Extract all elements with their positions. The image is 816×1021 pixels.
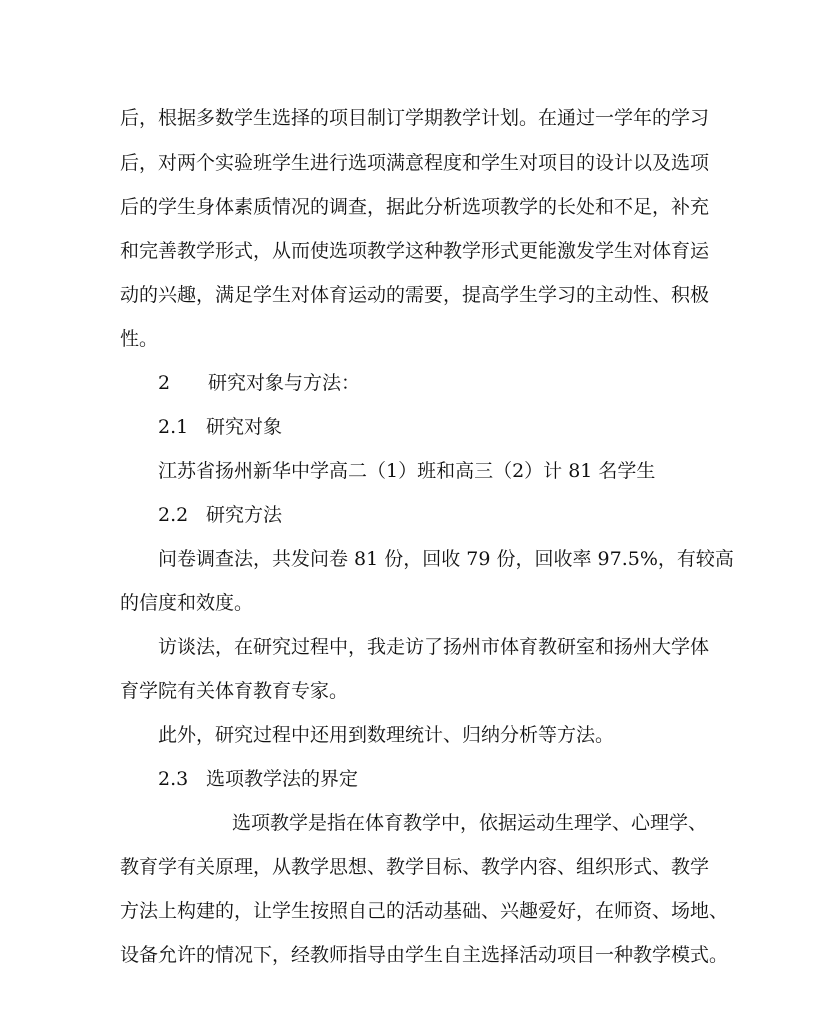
section-2-title: 研究对象与方法： (208, 372, 361, 394)
intro-line-6: 性。 (120, 328, 159, 350)
intro-line-3: 后的学生身体素质情况的调查，据此分析选项教学的长处和不足，补充 (120, 196, 710, 218)
section-2-1-number: 2.1 (158, 416, 189, 438)
definition-line-1: 选项教学是指在体育教学中，依据运动生理学、心理学、 (232, 812, 708, 834)
section-2-3-number: 2.3 (158, 768, 189, 790)
section-2-number: 2 (158, 372, 171, 394)
section-2-heading (158, 370, 700, 396)
methods-para3: 此外，研究过程中还用到数理统计、归纳分析等方法。 (158, 724, 615, 746)
methods-para2-line-1: 访谈法，在研究过程中，我走访了扬州市体育教研室和扬州大学体 (158, 636, 710, 658)
section-2-1-heading (158, 414, 700, 440)
section-2-2-number: 2.2 (158, 504, 189, 526)
section-2-2-heading (158, 502, 700, 528)
section-2-3-title: 选项教学法的界定 (206, 768, 359, 790)
intro-line-5: 动的兴趣，满足学生对体育运动的需要，提高学生学习的主动性、积极 (120, 284, 710, 306)
intro-line-4: 和完善教学形式，从而使选项教学这种教学形式更能激发学生对体育运 (120, 240, 710, 262)
definition-line-4: 设备允许的情况下，经教师指导由学生自主选择活动项目一种教学模式。 (120, 944, 729, 966)
methods-para1-line-1: 问卷调查法，共发问卷 81 份，回收 79 份，回收率 97.5%，有较高 (158, 548, 734, 570)
section-2-1-title: 研究对象 (206, 416, 283, 438)
definition-line-3: 方法上构建的，让学生按照自己的活动基础、兴趣爱好，在师资、场地、 (120, 900, 729, 922)
definition-line-2: 教育学有关原理，从教学思想、教学目标、教学内容、组织形式、教学 (120, 856, 710, 878)
intro-line-2: 后，对两个实验班学生进行选项满意程度和学生对项目的设计以及选项 (120, 152, 710, 174)
section-2-2-title: 研究方法 (206, 504, 283, 526)
methods-para2-line-2: 育学院有关体育教育专家。 (120, 680, 349, 702)
section-2-3-heading (158, 766, 700, 792)
methods-para1-line-2: 的信度和效度。 (120, 592, 254, 614)
intro-line-1: 后，根据多数学生选择的项目制订学期教学计划。在通过一学年的学习 (120, 107, 710, 129)
section-2-1-body: 江苏省扬州新华中学高二（1）班和高三（2）计 81 名学生 (158, 460, 656, 482)
